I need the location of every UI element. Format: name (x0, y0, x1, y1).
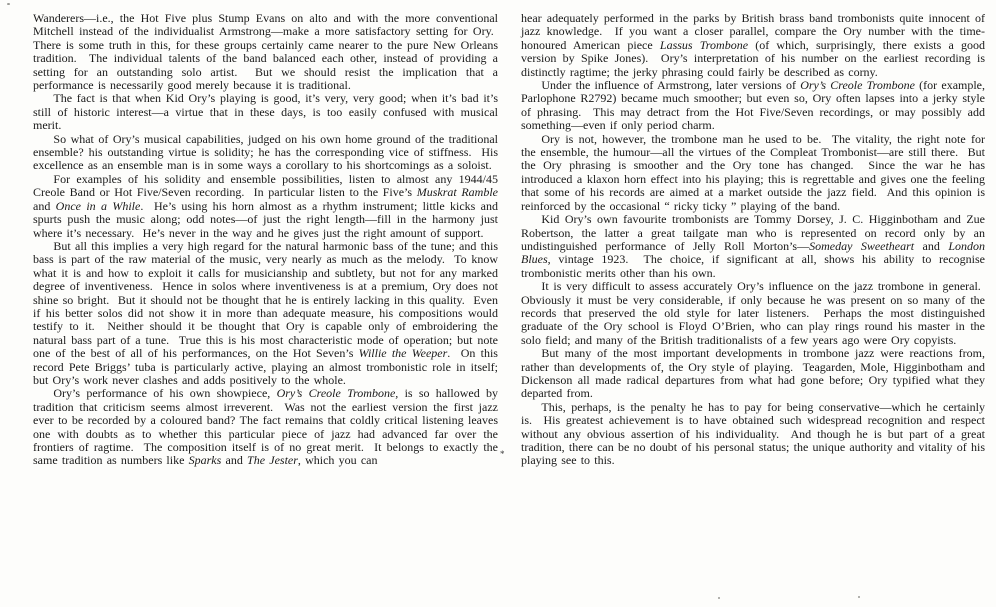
text-run: Kid Ory’s own favourite trombonists are Tommy Dorsey, J. C. Higginbotham and Zue Robertson, the latter a great tailgate man who is represented on record only by an undistinguished performance of Jelly Roll Morton’s— (521, 212, 985, 253)
paragraph (521, 213, 985, 280)
text-run: It is very difficult to assess accurately Ory’s influence on the jazz trombone in general. Obviously it must be very considerable, if only because he was present on so many of the records that preserved the old style for later listeners. Perhaps the most distinguished graduate of the Ory school is Floyd O’Brien, who can play rings round his master in the solo field; and many of the British traditionalists of a few years ago were Ory copyists. (521, 279, 985, 347)
text-run: , which you can (297, 453, 378, 468)
italic-title: Ory’s Creole Trombone, (276, 386, 399, 401)
paragraph (33, 173, 498, 240)
paragraph (33, 240, 498, 387)
paragraph (33, 92, 498, 132)
italic-title: Lassus Trombone (659, 37, 749, 52)
margin-asterisk-mark: * (500, 449, 505, 459)
scan-speck (858, 596, 860, 598)
paragraph (521, 12, 985, 79)
italic-title: Muskrat Ramble (416, 185, 498, 200)
text-run: Wanderers—i.e., the Hot Five plus Stump Evans on alto and with the more conventional Mitchell instead of the individualist Armstrong—make a more satisfactory setting for Ory. There is some truth in this, for these groups certainly came nearer to the pure New Orleans tradition. The individual talents of the band balanced each other, instead of providing a setting for an outstanding solo artist. But we should resist the implication that a performance is necessarily good merely because it is traditional. (33, 11, 498, 93)
paragraph (33, 133, 498, 173)
text-column-left (33, 12, 498, 468)
text-run: But all this implies a very high regard for the natural harmonic bass of the tune; and this bass is part of the raw material of the music, very nearly as much as the melody. To know what it is and how to exploit it calls for musicianship and subtlety, but not for any marked degree of inventiveness. Hence in solos where inventiveness is at a premium, Ory does not shine so bright. But it should not be thought that he is entirely lacking in this quality. Even if his better solos did not show it in more than adequate measure, his compositions would testify to it. Neither should it be thought that Ory is capable only of embroidering the natural bass part of a tune. True this is his most characteristic mode of operation; but note one of the best of all of his performances, on the Hot Seven’s (33, 238, 498, 361)
text-column-right (521, 12, 985, 468)
paragraph (521, 133, 985, 213)
text-run: hear adequately performed in the parks by British brass band trombonists quite innocent of jazz knowledge. If you want a closer parallel, compare the Ory number with the time-honoured American piece (521, 11, 985, 52)
text-run: and (33, 198, 56, 213)
text-run: Ory is not, however, the trombone man he used to be. The vitality, the right note for the ensemble, the humour—all the virtues of the Compleat Trombonist—are still there. But the Ory phrasing is smoother and the Ory tone has changed. Since the war he has introduced a klaxon horn effect into his playing; this is regrettable and gives one the feeling that some of his records are aimed at a market outside the jazz field. And this opinion is reinforced by the occasional “ ricky ticky ” playing of the band. (521, 131, 985, 213)
italic-title: Sparks (188, 453, 222, 468)
italic-title: Once in a While (55, 198, 141, 213)
text-run: . On this record Pete Briggs’ tuba is particularly active, playing an almost trombonistic role in itself; but Ory’s work never clashes and adds positively to the whole. (33, 346, 498, 387)
paragraph (33, 387, 498, 467)
text-run: is so hallowed by tradition that criticism seems almost irreverent. Was not the earliest version the first jazz ever to be recorded by a coloured band? The fact remains that coldly critical listening leaves one with doubts as to whether this particular piece of jazz had advanced far over the frontiers of ragtime. The composition itself is of no great merit. It belongs to exactly the same tradition as numbers like (33, 386, 499, 468)
italic-title: Willie the Weeper (358, 346, 448, 361)
italic-title: Ory’s Creole Trombone (800, 78, 915, 93)
paragraph (521, 79, 985, 133)
text-run: The fact is that when Kid Ory’s playing is good, it’s very, very good; when it’s bad it’s still of historic interest—a virtue that in these days, is too easily confused with musical merit. (33, 91, 498, 133)
text-run: , vintage 1923. The choice, if significant at all, shows his ability to recognise trombonistic merits other than his own. (521, 252, 985, 280)
text-run: But many of the most important developments in trombone jazz were reactions from, rather than developments of, the Ory style of playing. Teagarden, Mole, Higginbotham and Dickenson all made radical departures from what had gone before; Ory typified what they departed from. (521, 346, 985, 401)
italic-title: Someday Sweetheart (809, 238, 915, 253)
paragraph (521, 347, 985, 401)
italic-title: London Blues (521, 238, 985, 267)
text-run: and (221, 453, 248, 468)
text-run: and (914, 238, 949, 253)
text-run: Under the influence of Armstrong, later versions of (541, 78, 801, 93)
paragraph (521, 401, 985, 468)
text-run: . He’s using his horn almost as a rhythm instrument; little kicks and spurts push the music along; odd notes—of just the right length—fill in the harmony just where it’s necessary. He’s never in the way and he gives just the right amount of support. (33, 198, 498, 240)
text-run: (of which, surprisingly, there exists a good version by Spike Jones). Ory’s interpretation of his number on the earliest recording is distinctly ragtime; the jerky phrasing could fairly be described as corny. (521, 37, 985, 79)
paragraph (521, 280, 985, 347)
scan-speck (7, 3, 10, 5)
text-run: (for example, Parlophone R2792) became much smoother; but even so, Ory often lapses into a jerky style of phrasing. This may detract from the Hot Five/Seven recordings, or may possibly add something—even if only period charm. (521, 78, 986, 133)
italic-title: The Jester (247, 453, 298, 468)
text-run: This, perhaps, is the penalty he has to pay for being conservative—which he certainly is. His greatest achievement is to have obtained such widespread recognition and respect without any obvious assertion of his individuality. And though he is but part of a great tradition, there can be no doubt of his personal status; the unique authority and vitality of his playing see to this. (521, 399, 985, 468)
paragraph (33, 12, 498, 92)
text-run: So what of Ory’s musical capabilities, judged on his own home ground of the traditional ensemble? his outstanding virtue is solidity; he has the corresponding vice of stiffness. His excellence as an ensemble man is in some ways a corollary to his shortcomings as a soloist. (33, 131, 498, 173)
scan-speck (718, 597, 720, 599)
text-run: For examples of his solidity and ensemble possibilities, listen to almost any 1944/45 Creole Band or Hot Five/Seven recording. In particular listen to the Five’s (33, 171, 498, 200)
text-run: Ory’s performance of his own showpiece, (53, 386, 277, 401)
